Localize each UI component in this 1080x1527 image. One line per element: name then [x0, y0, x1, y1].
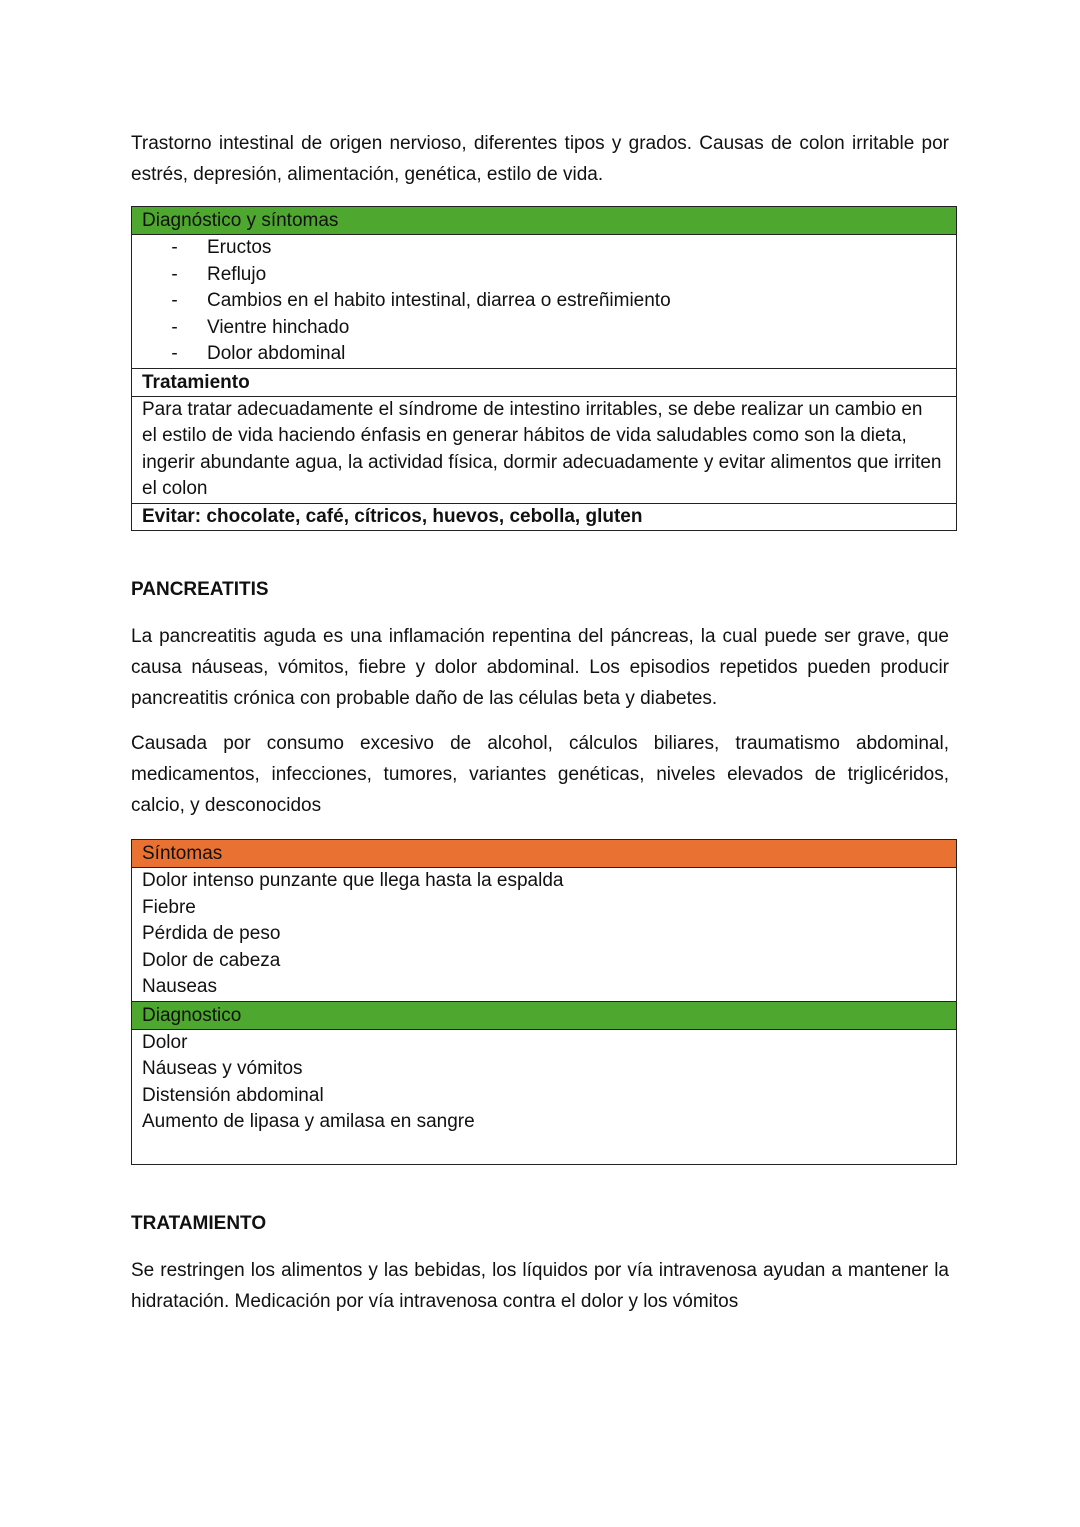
list-item: - Reflujo — [142, 262, 946, 289]
diagnosis-symptoms-header: Diagnóstico y síntomas — [132, 207, 956, 235]
dash-bullet-icon: - — [171, 237, 178, 258]
dash-bullet-icon: - — [171, 290, 178, 311]
diagnosis-header: Diagnostico — [132, 1002, 956, 1030]
dash-bullet-icon: - — [171, 316, 178, 338]
pancreatitis-title: PANCREATITIS — [131, 579, 269, 600]
symptoms-list — [132, 868, 956, 1002]
list-item: Dolor — [142, 1031, 188, 1053]
symptom-list — [132, 235, 956, 369]
document-page — [131, 128, 949, 1331]
list-item: Distensión abdominal — [142, 1084, 324, 1106]
list-item: - Dolor abdominal — [142, 341, 946, 368]
treatment-paragraph: Se restringen los alimentos y las bebidas, los líquidos por vía intravenosa ayudan a mantener la hidratación. Medicación por vía intravenosa contra el dolor y los vómitos — [131, 1259, 949, 1312]
list-item: Náuseas y vómitos — [142, 1058, 303, 1079]
diagnosis-list — [132, 1030, 956, 1164]
list-item: Dolor intenso punzante que llega hasta la espalda — [142, 870, 564, 891]
list-item: Nauseas — [142, 976, 217, 997]
avoid-foods: Evitar: chocolate, café, cítricos, huevos, cebolla, gluten — [142, 505, 643, 527]
treatment-text: Para tratar adecuadamente el síndrome de intestino irritables, se debe realizar un cambio en el estilo de vida haciendo énfasis en generar hábitos de vida saludables como son la dieta, ingerir abundante agua, la actividad física, dormir adecuadamente y evitar alimentos que irriten el colon — [132, 397, 956, 504]
pancreatitis-paragraph-1: La pancreatitis aguda es una inflamación repentina del páncreas, la cual puede ser grave, que causa náuseas, vómitos, fiebre y dolor abdominal. Los episodios repetidos pueden producir pancreatitis crónica con probable daño de las células beta y diabetes. — [131, 626, 949, 709]
pancreatitis-table — [131, 839, 957, 1165]
pancreatitis-paragraph-2: Causada por consumo excesivo de alcohol, cálculos biliares, traumatismo abdominal, medicamentos, infecciones, tumores, variantes genéticas, niveles elevados de triglicéridos, calcio, y desconocidos — [131, 733, 949, 816]
treatment-title: TRATAMIENTO — [131, 1212, 267, 1234]
dash-bullet-icon: - — [171, 263, 178, 285]
list-item: - Cambios en el habito intestinal, diarrea o estreñimiento — [142, 288, 946, 315]
list-item: - Eructos — [142, 235, 946, 262]
list-item: Fiebre — [142, 896, 196, 918]
list-item: Dolor de cabeza — [142, 949, 281, 971]
list-item: Pérdida de peso — [142, 923, 281, 944]
symptoms-header: Síntomas — [132, 840, 956, 868]
intro-paragraph: Trastorno intestinal de origen nervioso, diferentes tipos y grados. Causas de colon irritable por estrés, depresión, alimentación, genética, estilo de vida. — [131, 133, 949, 185]
treatment-label: Tratamiento — [132, 369, 956, 397]
list-item: Aumento de lipasa y amilasa en sangre — [142, 1111, 475, 1132]
ibs-table — [131, 206, 957, 531]
list-item: - Vientre hinchado — [142, 315, 946, 342]
dash-bullet-icon: - — [171, 343, 178, 364]
